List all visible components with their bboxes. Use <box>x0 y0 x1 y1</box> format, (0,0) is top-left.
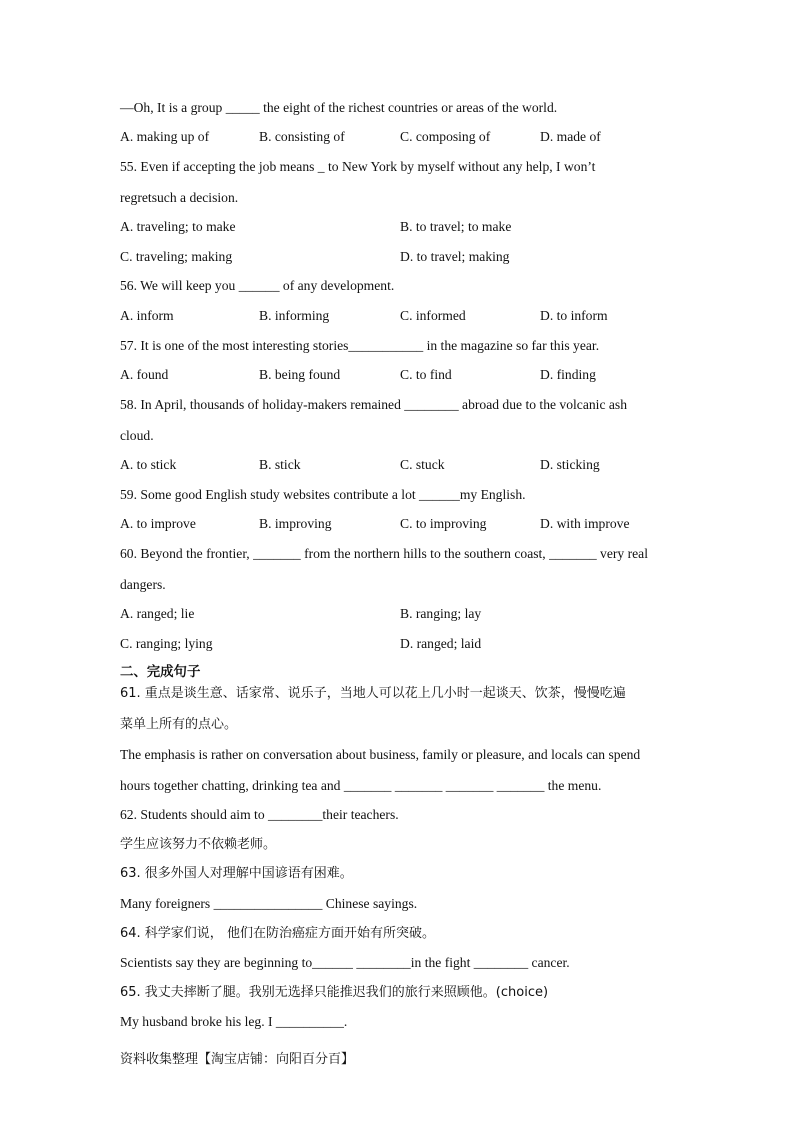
q61-chinese-line1: 61. 重点是谈生意、话家常、说乐子，当地人可以花上几小时一起谈天、饮茶，慢慢吃遍 <box>120 686 626 701</box>
q56-option-d: D. to inform <box>540 308 608 323</box>
q55-stem-line1: 55. Even if accepting the job means _ to New York by myself without any help, I won’t <box>120 159 596 174</box>
q61-english-line1: The emphasis is rather on conversation about business, family or pleasure, and locals can spend <box>120 747 641 762</box>
q55-stem-line2: regretsuch a decision. <box>120 190 239 205</box>
q54-option-a: A. making up of <box>120 129 210 144</box>
q63-chinese: 63. 很多外国人对理解中国谚语有困难。 <box>120 866 353 881</box>
q58-option-a: A. to stick <box>120 457 177 472</box>
q58-option-b: B. stick <box>259 457 301 472</box>
q56-option-c: C. informed <box>400 308 466 323</box>
q59-option-a: A. to improve <box>120 516 196 531</box>
q59-option-b: B. improving <box>259 516 332 531</box>
q65-chinese: 65. 我丈夫摔断了腿。我别无选择只能推迟我们的旅行来照顾他。(choice) <box>120 985 549 1000</box>
q58-option-c: C. stuck <box>400 457 445 472</box>
q60-option-d: D. ranged; laid <box>400 636 482 651</box>
q58-stem-line2: cloud. <box>120 428 154 443</box>
q61-chinese-line2: 菜单上所有的点心。 <box>120 717 238 732</box>
q54-option-b: B. consisting of <box>259 129 345 144</box>
q58-stem-line1: 58. In April, thousands of holiday-makers remained ________ abroad due to the volcanic ash <box>120 397 627 412</box>
q61-english-line2: hours together chatting, drinking tea and _______ _______ _______ _______ the menu. <box>120 778 602 793</box>
q60-stem-line2: dangers. <box>120 577 166 592</box>
q63-english: Many foreigners ________________ Chinese sayings. <box>120 896 418 911</box>
q57-stem: 57. It is one of the most interesting stories___________ in the magazine so far this year. <box>120 338 600 353</box>
q59-option-c: C. to improving <box>400 516 487 531</box>
q55-option-c: C. traveling; making <box>120 249 233 264</box>
section-heading: 二、完成句子 <box>120 665 201 680</box>
footer-note: 资料收集整理【淘宝店铺：向阳百分百】 <box>120 1052 355 1067</box>
q56-stem: 56. We will keep you ______ of any development. <box>120 278 395 293</box>
q60-stem-line1: 60. Beyond the frontier, _______ from the northern hills to the southern coast, _______ very real <box>120 546 648 561</box>
q60-option-a: A. ranged; lie <box>120 606 195 621</box>
q62-english: 62. Students should aim to ________their teachers. <box>120 807 399 822</box>
q54-option-d: D. made of <box>540 129 601 144</box>
q64-english: Scientists say they are beginning to______ ________in the fight ________ cancer. <box>120 955 570 970</box>
q60-option-c: C. ranging; lying <box>120 636 213 651</box>
q55-option-b: B. to travel; to make <box>400 219 512 234</box>
q59-stem: 59. Some good English study websites contribute a lot ______my English. <box>120 487 526 502</box>
q64-chinese: 64. 科学家们说， 他们在防治癌症方面开始有所突破。 <box>120 926 435 941</box>
q60-option-b: B. ranging; lay <box>400 606 482 621</box>
q59-option-d: D. with improve <box>540 516 630 531</box>
q57-option-d: D. finding <box>540 367 596 382</box>
q55-option-a: A. traveling; to make <box>120 219 236 234</box>
q57-option-b: B. being found <box>259 367 341 382</box>
q57-option-c: C. to find <box>400 367 452 382</box>
q56-option-b: B. informing <box>259 308 330 323</box>
q56-option-a: A. inform <box>120 308 174 323</box>
q54-option-c: C. composing of <box>400 129 491 144</box>
q55-option-d: D. to travel; making <box>400 249 510 264</box>
q57-option-a: A. found <box>120 367 169 382</box>
q65-english: My husband broke his leg. I __________. <box>120 1014 348 1029</box>
q58-option-d: D. sticking <box>540 457 600 472</box>
q62-chinese: 学生应该努力不依赖老师。 <box>120 837 277 852</box>
q54-stem: —Oh, It is a group _____ the eight of the richest countries or areas of the world. <box>120 100 558 115</box>
